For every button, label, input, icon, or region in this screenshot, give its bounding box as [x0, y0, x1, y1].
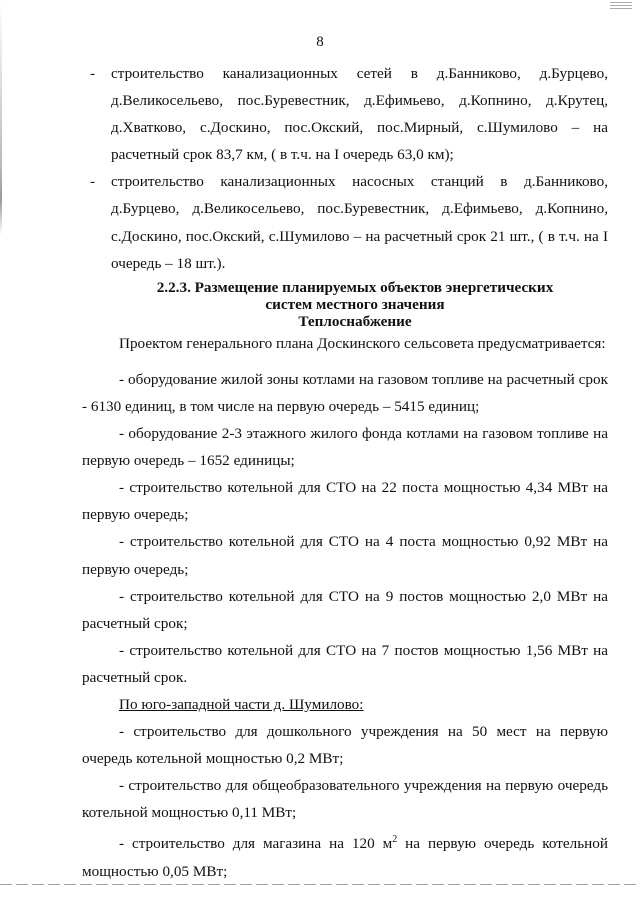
- scan-corner-mark: [610, 2, 632, 10]
- document-body: [82, 60, 608, 885]
- section-subheading: Теплоснабжение: [298, 312, 412, 330]
- list-item-heat-3: - строительство котельной для СТО на 22 поста мощностью 4,34 МВт на первую очередь;: [82, 479, 608, 524]
- list-item-heat-6: - строительство котельной для СТО на 7 постов мощностью 1,56 МВт на расчетный срок.: [82, 641, 608, 686]
- intro-paragraph: Проектом генерального плана Доскинского сельсовета предусматривается:: [119, 334, 606, 352]
- subsection-item-3: [82, 826, 608, 884]
- bullet-dash: -: [90, 173, 96, 191]
- list-item-heat-4: - строительство котельной для СТО на 4 поста мощностью 0,92 МВт на первую очередь;: [82, 533, 608, 578]
- section-heading: [82, 279, 608, 330]
- list-item-heat-2: - оборудование 2-3 этажного жилого фонда котлами на газовом топливе на первую очередь – 1652 единицы;: [82, 425, 608, 470]
- section-heading-line2: систем местного значения: [265, 295, 445, 313]
- scan-edge: [0, 0, 2, 905]
- bullet-item-pump-stations: [82, 168, 608, 276]
- subsection-item-2: - строительство для общеобразовательного учреждения на первую очередь котельной мощностью 0,11 МВт;: [82, 777, 608, 822]
- scan-bottom-rule: [0, 884, 640, 885]
- subsection-item-1: - строительство для дошкольного учреждения на 50 мест на первую очередь котельной мощностью 0,2 МВт;: [82, 723, 608, 768]
- list-item-heat-5: - строительство котельной для СТО на 9 постов мощностью 2,0 МВт на расчетный срок;: [82, 587, 608, 632]
- page-number: 8: [316, 34, 324, 50]
- list-item-heat-1: - оборудование жилой зоны котлами на газовом топливе на расчетный срок - 6130 единиц, в том числе на первую очередь – 5415 единиц;: [82, 370, 608, 415]
- superscript-square: 2: [392, 834, 398, 846]
- bullet-item-sewer-networks: [82, 60, 608, 168]
- bullet-text: строительство канализационных сетей в д.Банниково, д.Бурцево, д.Великосельево, пос.Буревестник, д.Ефимьево, д.Копнино, д.Крутец, д.Хватково, с.Доскино, пос.Окский, пос.Мирный, с.Шумилово – на расчетный срок 83,7 км, ( в т.ч. на I очередь 63,0 км);: [111, 65, 608, 164]
- bullet-dash: -: [90, 65, 96, 82]
- subsection-title: По юго-западной части д. Шумилово:: [119, 695, 364, 713]
- bullet-text: строительство канализационных насосных станций в д.Банниково, д.Бурцево, д.Великосельево, пос.Буревестник, д.Ефимьево, д.Копнино, с.Доскино, пос.Окский, с.Шумилово – на расчетный срок 21 шт., ( в т.ч. на I очередь – 18 шт.).: [111, 173, 608, 272]
- subsection-item-3-text-a: - строительство для магазина на 120 м: [119, 835, 393, 853]
- section-heading-line1: 2.2.3. Размещение планируемых объектов энергетических: [156, 278, 554, 296]
- subsection-item-3-text-b: на первую очередь котельной мощностью 0,05 МВт;: [82, 835, 608, 880]
